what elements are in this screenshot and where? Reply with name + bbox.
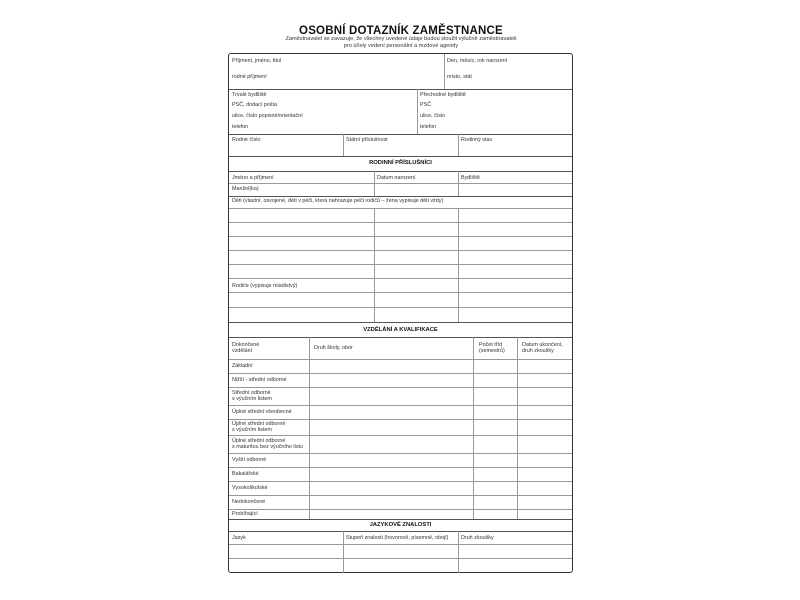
rule [229,134,572,135]
birthdate-field[interactable]: Den, měsíc, rok narození [447,58,508,64]
id-divider-1 [343,134,344,156]
maiden-name-field[interactable]: rodné příjmení [232,74,267,80]
rule [229,337,572,338]
birth-number-field[interactable]: Rodné číslo [232,137,261,143]
education-row-label[interactable]: Úplné střední odborné s výučním listem [232,420,286,433]
family-col-birth: Datum narození [377,175,416,181]
consent-line-2: pro účely vedení personální a mzdové agendy [343,43,459,49]
rule [229,531,572,532]
edu-col-school: Druh školy, obor [314,345,353,351]
education-row-label[interactable]: Úplné střední všeobecné [232,408,292,415]
lang-col-divider-1 [343,531,344,573]
rule [229,495,572,496]
temporary-psc-field[interactable]: PSČ [420,102,432,108]
family-section-title: RODINNÍ PŘÍSLUŠNÍCI [369,160,432,166]
consent-line-1: Zaměstnavatel se zavazuje, že všechny uvedené údaje budou sloužit výlučně zaměstnavateli [285,36,517,42]
temporary-phone-field[interactable]: telefon [420,124,437,130]
marital-status-field[interactable]: Rodinný stav [461,137,493,143]
rule [229,519,572,520]
language-row[interactable] [229,544,572,545]
education-row-label[interactable]: Základní [232,362,253,369]
parents-row[interactable] [229,292,572,293]
edu-col-end: Datum ukončení, druh zkoušky [522,342,563,355]
children-row[interactable] [229,264,572,265]
family-col-residence: Bydliště [461,175,480,181]
edu-col-semesters: Počet tříd (semestrů) [479,342,505,355]
permanent-phone-field[interactable]: telefon [232,124,249,130]
rule [229,156,572,157]
address-divider [417,89,418,134]
children-heading: Děti (vlastní, osvojené, děti v péči, která nahrazuje péči rodičů – žena vypisuje děti vždy) [232,198,444,204]
children-col-divider-2 [458,208,459,322]
education-row-label[interactable]: Nedokončené [232,498,266,505]
children-row[interactable] [229,250,572,251]
rule [229,183,572,184]
parents-heading: Rodiče (vypisuje mladistvý) [232,283,298,289]
rule [229,435,572,436]
education-row-label[interactable]: Vysokoškolské [232,484,268,491]
languages-section-title: JAZYKOVÉ ZNALOSTI [369,522,432,528]
spouse-row[interactable]: Manžel(ka) [232,186,259,192]
lang-col-exam: Druh zkoušky [461,535,494,541]
rule [229,171,572,172]
family-col-name: Jméno a příjmení [232,175,274,181]
edu-col-completed: Dokončené vzdělání [232,342,260,355]
edu-col-divider-1 [309,337,310,519]
lang-col-level: Stupeň znalosti (hovorově, písemně, obojí) [346,535,449,541]
language-row[interactable] [229,558,572,559]
rule [229,373,572,374]
rule [229,322,572,323]
rule [229,359,572,360]
name-field[interactable]: Příjmení, jméno, titul [232,58,282,64]
education-row-label[interactable]: Probíhající [232,510,258,517]
rule [229,196,572,197]
permanent-street-field[interactable]: ulice, číslo popisné/orientační [232,113,303,119]
rule [229,509,572,510]
children-row[interactable] [229,222,572,223]
lang-col-language: Jazyk [232,535,246,541]
children-col-divider-1 [374,208,375,322]
citizenship-field[interactable]: Státní příslušnost [346,137,388,143]
rule [229,405,572,406]
parents-row[interactable] [229,307,572,308]
temporary-address-field[interactable]: Přechodné bydliště [420,92,466,98]
education-row-label[interactable]: Bakalářské [232,470,259,477]
education-section-title: VZDĚLÁNÍ A KVALIFIKACE [363,327,438,333]
edu-col-divider-2 [473,337,474,519]
children-row[interactable] [229,236,572,237]
lang-col-divider-2 [458,531,459,573]
rule [229,387,572,388]
permanent-address-field[interactable]: Trvalé bydliště [232,92,267,98]
rule [229,467,572,468]
form-table [228,53,573,573]
temporary-street-field[interactable]: ulice, číslo [420,113,446,119]
rule [229,89,572,90]
id-divider-2 [458,134,459,156]
education-row-label[interactable]: Střední odborné s výučním listem [232,389,272,402]
permanent-psc-field[interactable]: PSČ, dodací pošta [232,102,277,108]
rule [229,208,572,209]
education-row-label[interactable]: Vyšší odborné [232,456,267,463]
rule [229,453,572,454]
children-row[interactable] [229,278,572,279]
education-row-label[interactable]: Úplné střední odborné s maturitou bez výučního listu [232,437,304,450]
birthplace-field[interactable]: místo, stát [447,74,472,80]
personal-divider-1 [444,54,445,89]
edu-col-divider-3 [517,337,518,519]
page-title: OSOBNÍ DOTAZNÍK ZAMĚSTNANCE [299,25,503,37]
rule [229,481,572,482]
education-row-label[interactable]: Nižší - střední odborné [232,376,287,383]
